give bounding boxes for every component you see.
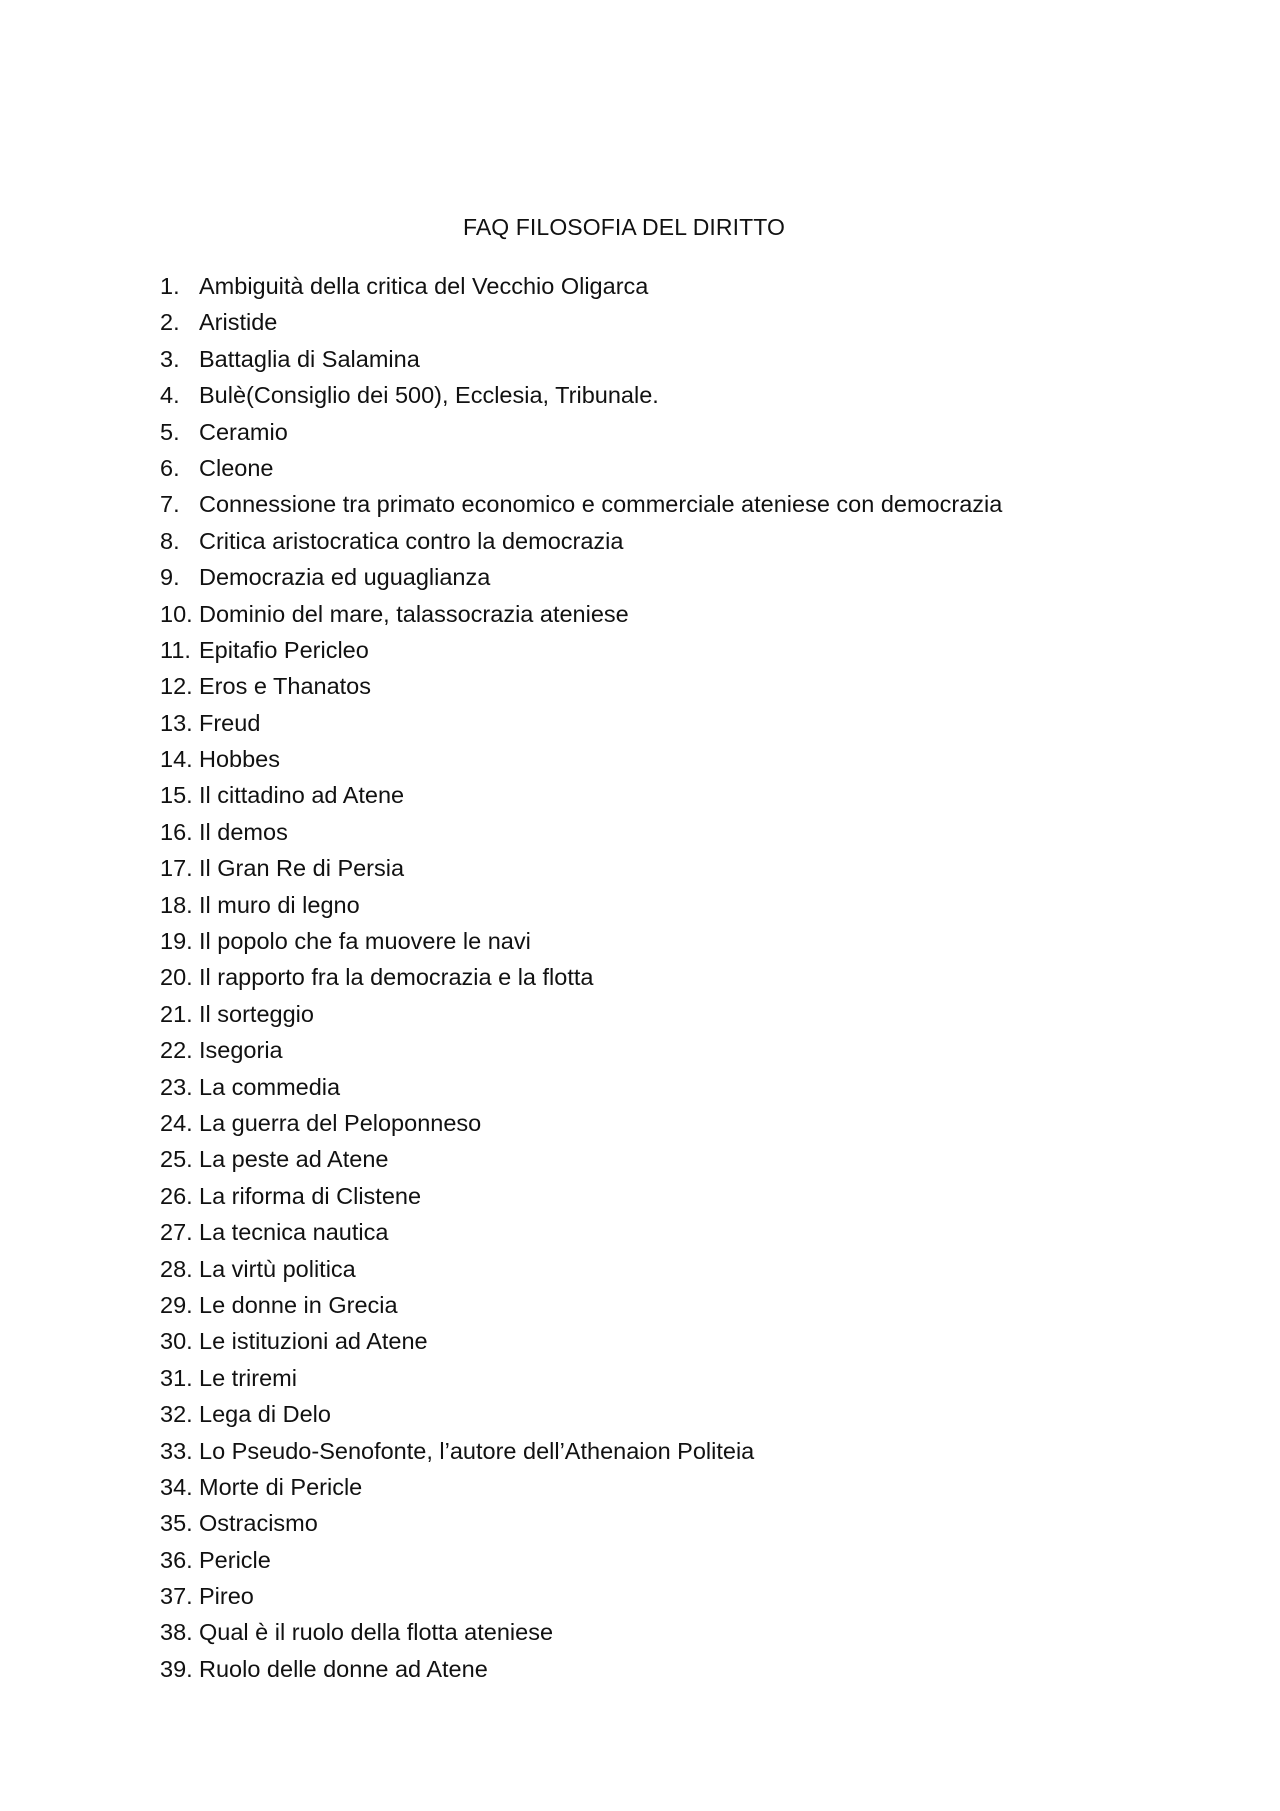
- list-item-text: Hobbes: [199, 746, 280, 773]
- list-item: [160, 1469, 1002, 1505]
- list-item-number: 20.: [160, 964, 193, 991]
- list-item-text: La tecnica nautica: [199, 1219, 389, 1246]
- list-item-number: 3.: [160, 345, 180, 372]
- list-item-number: 28.: [160, 1255, 193, 1282]
- list-item-number: 37.: [160, 1583, 193, 1610]
- list-item-text: Ambiguità della critica del Vecchio Oligarca: [199, 273, 649, 299]
- document-title: FAQ FILOSOFIA DEL DIRITTO: [462, 214, 785, 240]
- list-item: [160, 304, 1002, 340]
- list-item: [160, 1323, 1002, 1359]
- list-item: [160, 1360, 1002, 1396]
- list-item-number: 6.: [160, 454, 180, 481]
- list-item: [160, 1505, 1002, 1541]
- list-item-number: 31.: [160, 1364, 193, 1391]
- list-item: [160, 414, 1002, 450]
- list-item: [160, 814, 1002, 850]
- list-item-text: Aristide: [199, 309, 278, 336]
- list-item-text: Il cittadino ad Atene: [199, 782, 405, 809]
- list-item: [160, 1614, 1002, 1650]
- list-item-number: 25.: [160, 1146, 193, 1173]
- list-item-text: Le istituzioni ad Atene: [199, 1328, 428, 1355]
- list-item: [160, 268, 1002, 304]
- list-item-number: 26.: [160, 1182, 193, 1209]
- list-item-text: Le triremi: [199, 1364, 297, 1391]
- list-item-number: 19.: [160, 928, 193, 955]
- list-item-text: Pericle: [199, 1546, 271, 1573]
- list-item: [160, 559, 1002, 595]
- list-item-number: 18.: [160, 891, 193, 918]
- faq-list: [160, 268, 1002, 1687]
- list-item: [160, 850, 1002, 886]
- list-item-text: La peste ad Atene: [199, 1146, 389, 1173]
- list-item: [160, 705, 1002, 741]
- list-item-text: Democrazia ed uguaglianza: [199, 564, 491, 591]
- list-item: [160, 1032, 1002, 1068]
- list-item: [160, 1396, 1002, 1432]
- list-item: [160, 777, 1002, 813]
- list-item-number: 2.: [160, 309, 180, 336]
- list-item-text: Qual è il ruolo della flotta ateniese: [199, 1619, 554, 1646]
- list-item-text: Le donne in Grecia: [199, 1291, 398, 1318]
- list-item-number: 30.: [160, 1328, 193, 1355]
- list-item-text: La commedia: [199, 1073, 341, 1100]
- list-item: [160, 959, 1002, 995]
- list-item-text: Il Gran Re di Persia: [199, 855, 405, 882]
- list-item-text: Connessione tra primato economico e commerciale ateniese con democrazia: [199, 491, 1003, 518]
- list-item-text: Cleone: [199, 454, 274, 481]
- list-item: [160, 632, 1002, 668]
- list-item-number: 29.: [160, 1291, 193, 1318]
- list-item-text: La guerra del Peloponneso: [199, 1109, 482, 1136]
- list-item-text: Critica aristocratica contro la democrazia: [199, 527, 624, 554]
- list-item-number: 13.: [160, 709, 193, 736]
- list-item-text: Lo Pseudo-Senofonte, l’autore dell’Athenaion Politeia: [199, 1437, 755, 1464]
- list-item-text: Isegoria: [199, 1037, 283, 1064]
- list-item-number: 14.: [160, 746, 193, 773]
- list-item-text: La riforma di Clistene: [199, 1182, 422, 1209]
- list-item-text: Ostracismo: [199, 1510, 318, 1537]
- list-item: [160, 341, 1002, 377]
- list-item-text: Il rapporto fra la democrazia e la flotta: [199, 964, 594, 991]
- list-item: [160, 1433, 1002, 1469]
- list-item-text: Epitafio Pericleo: [199, 636, 369, 663]
- list-item-number: 33.: [160, 1437, 193, 1464]
- list-item-text: Ruolo delle donne ad Atene: [199, 1655, 488, 1682]
- list-item-number: 22.: [160, 1037, 193, 1064]
- list-item: [160, 1178, 1002, 1214]
- list-item: [160, 668, 1002, 704]
- list-item: [160, 741, 1002, 777]
- list-item-number: 1.: [160, 273, 180, 299]
- list-item-number: 38.: [160, 1619, 193, 1646]
- list-item-number: 10.: [160, 600, 193, 627]
- list-item-number: 4.: [160, 382, 180, 409]
- list-item: [160, 923, 1002, 959]
- list-item-text: Il sorteggio: [199, 1000, 314, 1027]
- list-item: [160, 1578, 1002, 1614]
- list-item-number: 39.: [160, 1655, 193, 1682]
- list-item-number: 5.: [160, 418, 180, 445]
- list-item-number: 21.: [160, 1000, 193, 1027]
- list-item: [160, 486, 1002, 522]
- list-item-text: Pireo: [199, 1583, 254, 1610]
- list-item-number: 7.: [160, 491, 180, 518]
- list-item: [160, 996, 1002, 1032]
- list-item-text: Dominio del mare, talassocrazia ateniese: [199, 600, 629, 627]
- list-item: [160, 1105, 1002, 1141]
- list-item-text: Lega di Delo: [199, 1401, 331, 1428]
- list-item-number: 9.: [160, 564, 180, 591]
- list-item: [160, 1542, 1002, 1578]
- list-item: [160, 450, 1002, 486]
- list-item-number: 15.: [160, 782, 193, 809]
- list-item: [160, 596, 1002, 632]
- list-item-text: Bulè(Consiglio dei 500), Ecclesia, Tribunale.: [199, 382, 659, 409]
- list-item-text: Battaglia di Salamina: [199, 345, 420, 372]
- list-item-number: 34.: [160, 1473, 193, 1500]
- list-item-number: 32.: [160, 1401, 193, 1428]
- list-item-number: 17.: [160, 855, 193, 882]
- list-item-text: Il popolo che fa muovere le navi: [199, 928, 531, 955]
- list-item: [160, 1651, 1002, 1687]
- list-item: [160, 377, 1002, 413]
- list-item-text: Freud: [199, 709, 261, 736]
- list-item-text: Eros e Thanatos: [199, 673, 372, 700]
- list-item-text: Ceramio: [199, 418, 288, 445]
- list-item-number: 8.: [160, 527, 180, 554]
- list-item: [160, 523, 1002, 559]
- list-item-number: 35.: [160, 1510, 193, 1537]
- list-item-number: 23.: [160, 1073, 193, 1100]
- list-item-number: 16.: [160, 818, 193, 845]
- list-item-number: 27.: [160, 1219, 193, 1246]
- list-item: [160, 1069, 1002, 1105]
- list-item-number: 12.: [160, 673, 193, 700]
- list-item-text: Il muro di legno: [199, 891, 360, 918]
- list-item-number: 24.: [160, 1109, 193, 1136]
- list-item-text: La virtù politica: [199, 1255, 356, 1282]
- list-item: [160, 1141, 1002, 1177]
- list-item-number: 36.: [160, 1546, 193, 1573]
- list-item: [160, 1287, 1002, 1323]
- list-item: [160, 1214, 1002, 1250]
- list-item-text: Morte di Pericle: [199, 1473, 363, 1500]
- list-item-number: 11.: [160, 636, 191, 663]
- list-item-text: Il demos: [199, 818, 288, 845]
- list-item: [160, 1251, 1002, 1287]
- list-item: [160, 887, 1002, 923]
